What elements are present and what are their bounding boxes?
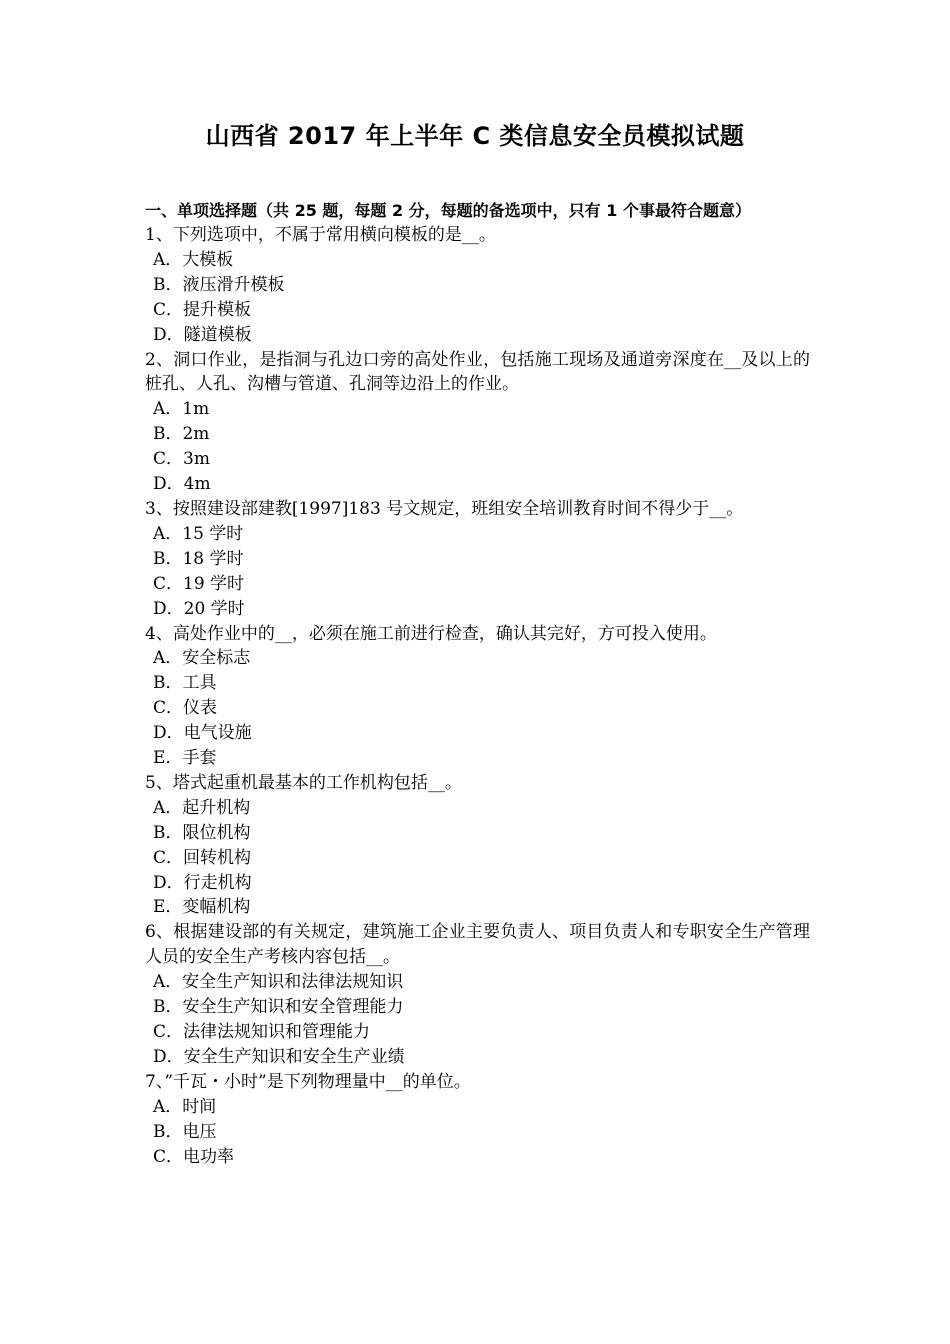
option-c: C．19 学时 bbox=[153, 573, 245, 594]
option-c: C．提升模板 bbox=[153, 299, 252, 320]
question-stem: 3、按照建设部建教[1997]183 号文规定，班组安全培训教育时间不得少于__。 bbox=[145, 498, 744, 519]
option-b: B．液压滑升模板 bbox=[153, 274, 285, 295]
option-a: A．大模板 bbox=[153, 249, 234, 270]
option-b: B．限位机构 bbox=[153, 822, 251, 843]
option-b: B．2m bbox=[153, 424, 210, 445]
option-a: A．安全生产知识和法律法规知识 bbox=[153, 972, 404, 993]
section-heading: 一、单项选择题（共 25 题，每题 2 分，每题的备选项中，只有 1 个事最符合题意） bbox=[145, 201, 751, 220]
question-stem: 1、下列选项中，不属于常用横向模板的是__。 bbox=[145, 225, 496, 245]
question-5 bbox=[145, 771, 810, 920]
page-title: 山西省 2017 年上半年 C 类信息安全员模拟试题 bbox=[205, 122, 745, 150]
option-c: C．3m bbox=[153, 449, 210, 470]
option-c: C．法律法规知识和管理能力 bbox=[153, 1022, 371, 1042]
question-4 bbox=[145, 622, 810, 771]
option-a: A．起升机构 bbox=[153, 797, 251, 818]
question-3 bbox=[145, 497, 810, 622]
option-d: D．电气设施 bbox=[153, 723, 252, 744]
option-c: C．回转机构 bbox=[153, 847, 252, 868]
option-a: A．15 学时 bbox=[153, 523, 244, 544]
question-stem: 5、塔式起重机最基本的工作机构包括__。 bbox=[145, 772, 462, 793]
option-b: B．电压 bbox=[153, 1121, 217, 1142]
question-stem: 7、”千瓦・小时”是下列物理量中__的单位。 bbox=[145, 1071, 471, 1092]
option-a: A．1m bbox=[153, 399, 210, 420]
question-stem: 6、根据建设部的有关规定，建筑施工企业主要负责人、项目负责人和专职安全生产管理人员的安全生产考核内容包括__。 bbox=[145, 922, 810, 968]
option-d: D．安全生产知识和安全生产业绩 bbox=[153, 1046, 405, 1067]
question-stem: 4、高处作业中的__，必须在施工前进行检查，确认其完好，方可投入使用。 bbox=[145, 623, 717, 644]
option-e: E．变幅机构 bbox=[153, 897, 251, 918]
option-e: E．手套 bbox=[153, 748, 217, 769]
option-d: D．20 学时 bbox=[153, 598, 245, 619]
question-7 bbox=[145, 1070, 810, 1170]
question-6 bbox=[145, 920, 810, 1069]
option-c: C．电功率 bbox=[153, 1146, 235, 1167]
option-d: D．行走机构 bbox=[153, 872, 252, 893]
option-d: D．4m bbox=[153, 474, 211, 495]
option-b: B．安全生产知识和安全管理能力 bbox=[153, 997, 404, 1018]
option-d: D．隧道模板 bbox=[153, 324, 252, 345]
option-c: C．仪表 bbox=[153, 698, 218, 719]
document-body bbox=[145, 198, 810, 1169]
question-1 bbox=[145, 223, 810, 348]
question-2 bbox=[145, 348, 810, 497]
option-b: B．工具 bbox=[153, 673, 217, 694]
option-a: A．安全标志 bbox=[153, 648, 251, 669]
option-a: A．时间 bbox=[153, 1096, 217, 1117]
option-b: B．18 学时 bbox=[153, 548, 244, 569]
question-stem: 2、洞口作业，是指洞与孔边口旁的高处作业，包括施工现场及通道旁深度在__及以上的桩孔、人孔、沟槽与管道、孔洞等边沿上的作业。 bbox=[145, 349, 810, 395]
